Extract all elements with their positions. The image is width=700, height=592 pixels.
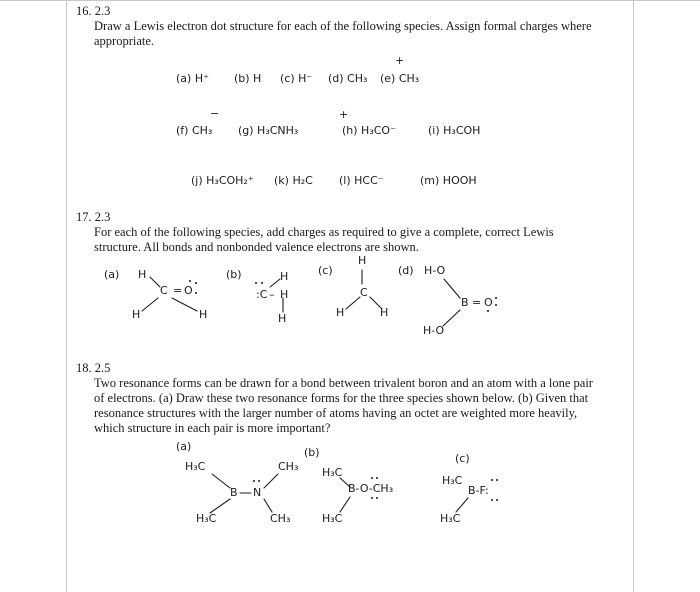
problem-18-line-4: which structure in each pair is more important?: [94, 421, 331, 435]
p17-label-a: (a): [104, 268, 120, 281]
p17-c-h-top: H: [358, 254, 367, 267]
p18b-dot-1: [371, 477, 373, 479]
p17d-bond-top: [444, 279, 460, 298]
problem-16-line-2: appropriate.: [94, 34, 155, 48]
p17-a-h-bl: H: [132, 308, 141, 321]
p18-b-b-o-ch3: B-O-CH₃: [348, 482, 394, 495]
p16-e: (e) CH₃: [380, 72, 420, 85]
p16-g: (g) H₃CNH₃: [238, 124, 299, 137]
p18-label-a: (a): [176, 440, 192, 453]
p18-a-h3c-top: H₃C: [185, 460, 206, 473]
p17-d-o: O: [484, 296, 493, 309]
p17a-bond-bl: [142, 298, 158, 311]
p17-label-c: (c): [318, 264, 333, 277]
p17-a-o: O: [184, 284, 193, 297]
p16-b: (b) H: [234, 72, 262, 85]
p17b-dot-2: [261, 282, 263, 284]
p17d-dot-3: [487, 310, 489, 312]
p17-a-h-br: H: [199, 308, 208, 321]
p17-d-h-o-top: H-O: [424, 264, 446, 277]
p18a-bond-tl: [212, 474, 230, 488]
p17a-dot-1: [189, 280, 191, 282]
p16-l: (l) HCC⁻: [339, 174, 384, 187]
p17-label-d: (d): [398, 264, 414, 277]
problem-18-line-2: of electrons. (a) Draw these two resonance forms for the three species shown below. (b) Given that: [94, 391, 589, 405]
p18-b-h3c-top: H₃C: [322, 466, 343, 479]
p17-b-h1: H: [280, 270, 289, 283]
p18c-dot-1: [491, 479, 493, 481]
p17d-dot-2: [495, 304, 497, 306]
p16-c: (c) H⁻: [280, 72, 313, 85]
p17-a-eq: =: [173, 284, 183, 297]
left-border: [66, 0, 67, 592]
p17b-dot-1: [255, 282, 257, 284]
p18-label-c: (c): [455, 452, 470, 465]
p17-d-b: B: [461, 296, 469, 309]
p18b-dot-4: [376, 497, 378, 499]
p16-i: (i) H₃COH: [428, 124, 481, 137]
p16-h: (h) H₃CO⁻: [342, 124, 396, 137]
p17b-bond-up: [270, 279, 280, 287]
p17-b-c: :C: [256, 288, 268, 301]
p17-b-h3: H: [278, 312, 287, 325]
p16-m: (m) HOOH: [420, 174, 477, 187]
p18-b-h3c-bot: H₃C: [322, 512, 343, 525]
p18a-dot-2: [258, 480, 260, 482]
p18-a-b: B: [230, 486, 238, 499]
p18c-dot-4: [496, 499, 498, 501]
problem-18-number: 18. 2.5: [76, 361, 111, 375]
p18c-bond-bot: [456, 498, 468, 512]
p18b-dot-3: [371, 497, 373, 499]
p17-a-h-top: H: [138, 268, 147, 281]
p17-c-c: C: [360, 286, 368, 299]
p18-a-h3c-bot: H₃C: [196, 512, 217, 525]
p18c-dot-2: [496, 479, 498, 481]
problem-18-line-3: resonance structures with the larger number of atoms having an octet are weighted more heavily,: [94, 406, 578, 420]
p18-c-h3c-top: H₃C: [442, 474, 463, 487]
problem-18-line-1: Two resonance forms can be drawn for a bond between trivalent boron and an atom with a lone pair: [94, 376, 593, 390]
p18-c-h3c-bot: H₃C: [440, 512, 461, 525]
p17a-dot-2: [195, 282, 197, 284]
problem-17-line-1: For each of the following species, add charges as required to give a complete, correct Lewis: [94, 225, 554, 239]
p18-a-n: N: [253, 486, 262, 499]
p17d-bond-bot: [443, 310, 460, 326]
p18a-dot-1: [253, 480, 255, 482]
problem-17-number: 17. 2.3: [76, 210, 111, 224]
top-border: [0, 0, 700, 1]
p18c-dot-3: [491, 499, 493, 501]
p18b-dot-2: [376, 477, 378, 479]
problem-17-line-2: structure. All bonds and nonbonded valence electrons are shown.: [94, 240, 419, 254]
p18a-bond-bl: [210, 499, 230, 513]
p17a-dot-3: [195, 292, 197, 294]
problem-16-number: 16. 2.3: [76, 4, 111, 18]
right-border: [633, 0, 634, 592]
p17c-bond-bl: [346, 297, 360, 309]
p16-g-plus: +: [339, 108, 349, 121]
p17-c-h-bl: H: [336, 306, 345, 319]
p18b-bond-bot: [340, 497, 350, 512]
p18a-bond-tr: [264, 474, 278, 488]
p17-d-h-o-bot: H-O: [423, 324, 445, 337]
p17d-dot-1: [495, 297, 497, 299]
p18-a-ch3-bot: CH₃: [270, 512, 291, 525]
p17-label-b: (b): [226, 268, 242, 281]
p17-d-eq: =: [472, 296, 482, 309]
p17a-bond-top: [150, 277, 160, 287]
p18a-bond-br: [264, 499, 272, 512]
p17-c-h-br: H: [380, 306, 389, 319]
p18-label-b: (b): [304, 446, 320, 459]
p16-d: (d) CH₃: [328, 72, 368, 85]
p17-b-h2: H: [280, 288, 289, 301]
p16-f: (f) CH₃: [176, 124, 213, 137]
problem-16-line-1: Draw a Lewis electron dot structure for each of the following species. Assign formal charges where: [94, 19, 592, 33]
p16-a: (a) H⁺: [176, 72, 209, 85]
p17-b-dash: –: [269, 288, 275, 301]
p16-d-plus: +: [395, 54, 405, 67]
p17a-bond-br: [172, 298, 197, 311]
p16-k: (k) H₂C: [274, 174, 313, 187]
p17-a-c: C: [160, 284, 168, 297]
p18-c-b-f: B-F:: [468, 484, 489, 497]
p18-a-ch3-top: CH₃: [278, 460, 299, 473]
p16-j: (j) H₃COH₂⁺: [191, 174, 254, 187]
p16-f-minus: −: [210, 107, 220, 120]
